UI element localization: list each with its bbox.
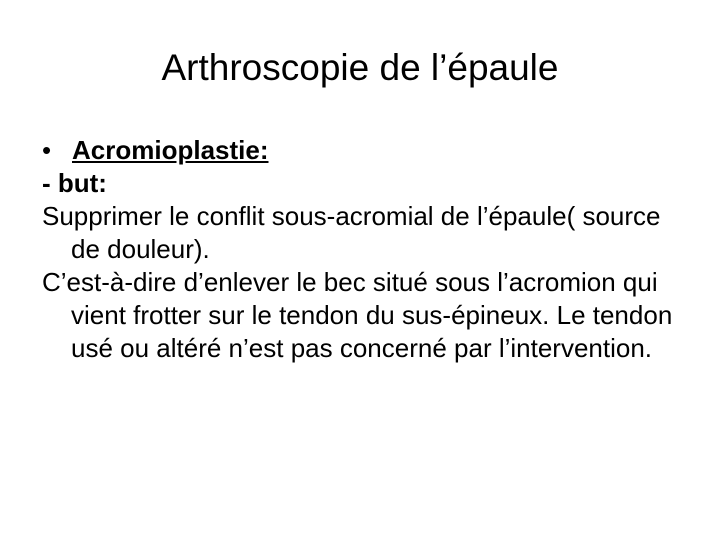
- bullet-heading: Acromioplastie:: [72, 135, 269, 165]
- paragraph-purpose: Supprimer le conflit sous-acromial de l’épaule( source de douleur).: [42, 201, 661, 264]
- bullet-item: [42, 134, 692, 167]
- bullet-marker: •: [42, 135, 52, 165]
- sub-heading: - but:: [42, 168, 107, 198]
- slide-title: Arthroscopie de l’épaule: [161, 47, 559, 88]
- paragraph-explanation: C’est-à-dire d’enlever le bec situé sous l’acromion qui vient frotter sur le tendon du sus-épineux. Le tendon usé ou altéré n’est pas concerné par l’intervention.: [42, 267, 673, 363]
- slide-body: [42, 134, 692, 365]
